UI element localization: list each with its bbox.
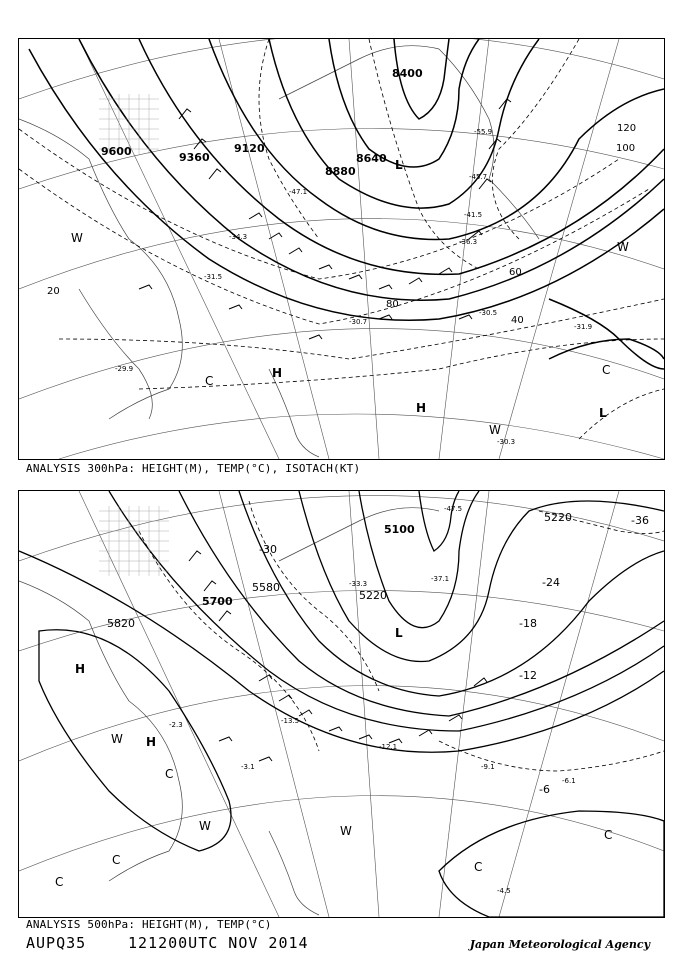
temp-label: -47.1 xyxy=(289,188,308,196)
isotherm-label: -18 xyxy=(519,617,537,630)
upper-height-contours xyxy=(29,39,664,369)
warm-center-marker: W xyxy=(617,240,629,254)
station-value: -37.1 xyxy=(431,575,450,583)
height-label-8880: 8880 xyxy=(325,165,356,178)
isotherm-label: -36 xyxy=(631,514,649,527)
warm-center-marker: W xyxy=(199,819,211,833)
isotherm-label: -6 xyxy=(539,783,550,796)
temp-label: -31.9 xyxy=(574,323,593,331)
temp-label: -30.3 xyxy=(497,438,516,446)
lower-coastlines xyxy=(19,508,439,915)
temp-label: -30.5 xyxy=(479,309,498,317)
upper-wind-barbs xyxy=(139,99,511,339)
lower-chart-map xyxy=(19,491,664,917)
height-label-9360: 9360 xyxy=(179,151,210,164)
lower-chart-caption: ANALYSIS 500hPa: HEIGHT(M), TEMP(°C) xyxy=(26,918,272,931)
height-label-5220: 5220 xyxy=(544,511,572,524)
station-value: -13.5 xyxy=(281,717,300,725)
isotach-label-120: 120 xyxy=(617,123,637,134)
cold-center-marker: C xyxy=(205,374,214,388)
isotach-label-100: 100 xyxy=(616,143,636,154)
isotach-label-60: 60 xyxy=(509,267,522,278)
lower-pressure-centers xyxy=(55,626,612,889)
high-center-marker: H xyxy=(75,662,86,676)
lower-chart-500hpa xyxy=(18,490,665,918)
station-value: -9.1 xyxy=(481,763,495,771)
height-label-5100: 5100 xyxy=(384,523,415,536)
station-value: -4.5 xyxy=(497,887,511,895)
height-label-5700: 5700 xyxy=(202,595,233,608)
high-center-marker: H xyxy=(146,735,157,749)
height-label-5220: 5220 xyxy=(359,589,387,602)
isotach-label-80: 80 xyxy=(386,299,399,310)
warm-center-marker: W xyxy=(489,423,501,437)
low-center-marker: L xyxy=(395,626,403,640)
temp-label: -31.5 xyxy=(204,273,223,281)
height-label-9120: 9120 xyxy=(234,142,265,155)
station-value: -12.1 xyxy=(379,743,398,751)
upper-isotach-labels xyxy=(47,123,636,326)
station-value: -6.1 xyxy=(562,777,576,785)
low-center-marker: L xyxy=(599,406,607,420)
temp-label: -41.5 xyxy=(464,211,483,219)
cold-center-marker: C xyxy=(55,875,64,889)
high-center-marker: H xyxy=(416,401,427,415)
lower-isotherm-labels xyxy=(259,514,649,796)
lower-height-labels xyxy=(107,511,572,630)
lower-station-values xyxy=(169,505,576,895)
height-label-5820: 5820 xyxy=(107,617,135,630)
isotherm-label: -24 xyxy=(542,576,560,589)
isotherm-label: -12 xyxy=(519,669,537,682)
height-label-8400: 8400 xyxy=(392,67,423,80)
isotach-label-40: 40 xyxy=(511,315,524,326)
upper-coastlines xyxy=(19,46,539,457)
temp-label: -55.9 xyxy=(474,128,493,136)
cold-center-marker: C xyxy=(165,767,174,781)
agency-name: Japan Meteorological Agency xyxy=(469,938,650,951)
height-label-8640: 8640 xyxy=(356,152,387,165)
low-center-marker: L xyxy=(395,158,403,172)
temp-label: -29.9 xyxy=(115,365,134,373)
cold-center-marker: C xyxy=(604,828,613,842)
valid-time: 121200UTC NOV 2014 xyxy=(128,934,309,952)
warm-center-marker: W xyxy=(111,732,123,746)
product-code: AUPQ35 xyxy=(26,934,87,952)
height-label-5580: 5580 xyxy=(252,581,280,594)
upper-chart-map xyxy=(19,39,664,459)
temp-label: -36.3 xyxy=(459,238,478,246)
isotherm-label: -30 xyxy=(259,543,277,556)
warm-center-marker: W xyxy=(71,231,83,245)
high-center-marker: H xyxy=(272,366,283,380)
cold-center-marker: C xyxy=(112,853,121,867)
isotach-label-20: 20 xyxy=(47,286,60,297)
station-value: -3.1 xyxy=(241,763,255,771)
station-value: -2.3 xyxy=(169,721,183,729)
upper-chart-300hpa xyxy=(18,38,665,460)
station-value: -47.5 xyxy=(444,505,463,513)
cold-center-marker: C xyxy=(474,860,483,874)
temp-label: -45.7 xyxy=(469,173,488,181)
height-label-9600: 9600 xyxy=(101,145,132,158)
cold-center-marker: C xyxy=(602,363,611,377)
upper-chart-caption: ANALYSIS 300hPa: HEIGHT(M), TEMP(°C), ISOTACH(KT) xyxy=(26,462,361,475)
warm-center-marker: W xyxy=(340,824,352,838)
lower-hatch xyxy=(99,506,169,576)
station-value: -33.3 xyxy=(349,580,368,588)
temp-label: -30.7 xyxy=(349,318,368,326)
temp-label: -34.3 xyxy=(229,233,248,241)
upper-height-labels xyxy=(101,67,423,178)
